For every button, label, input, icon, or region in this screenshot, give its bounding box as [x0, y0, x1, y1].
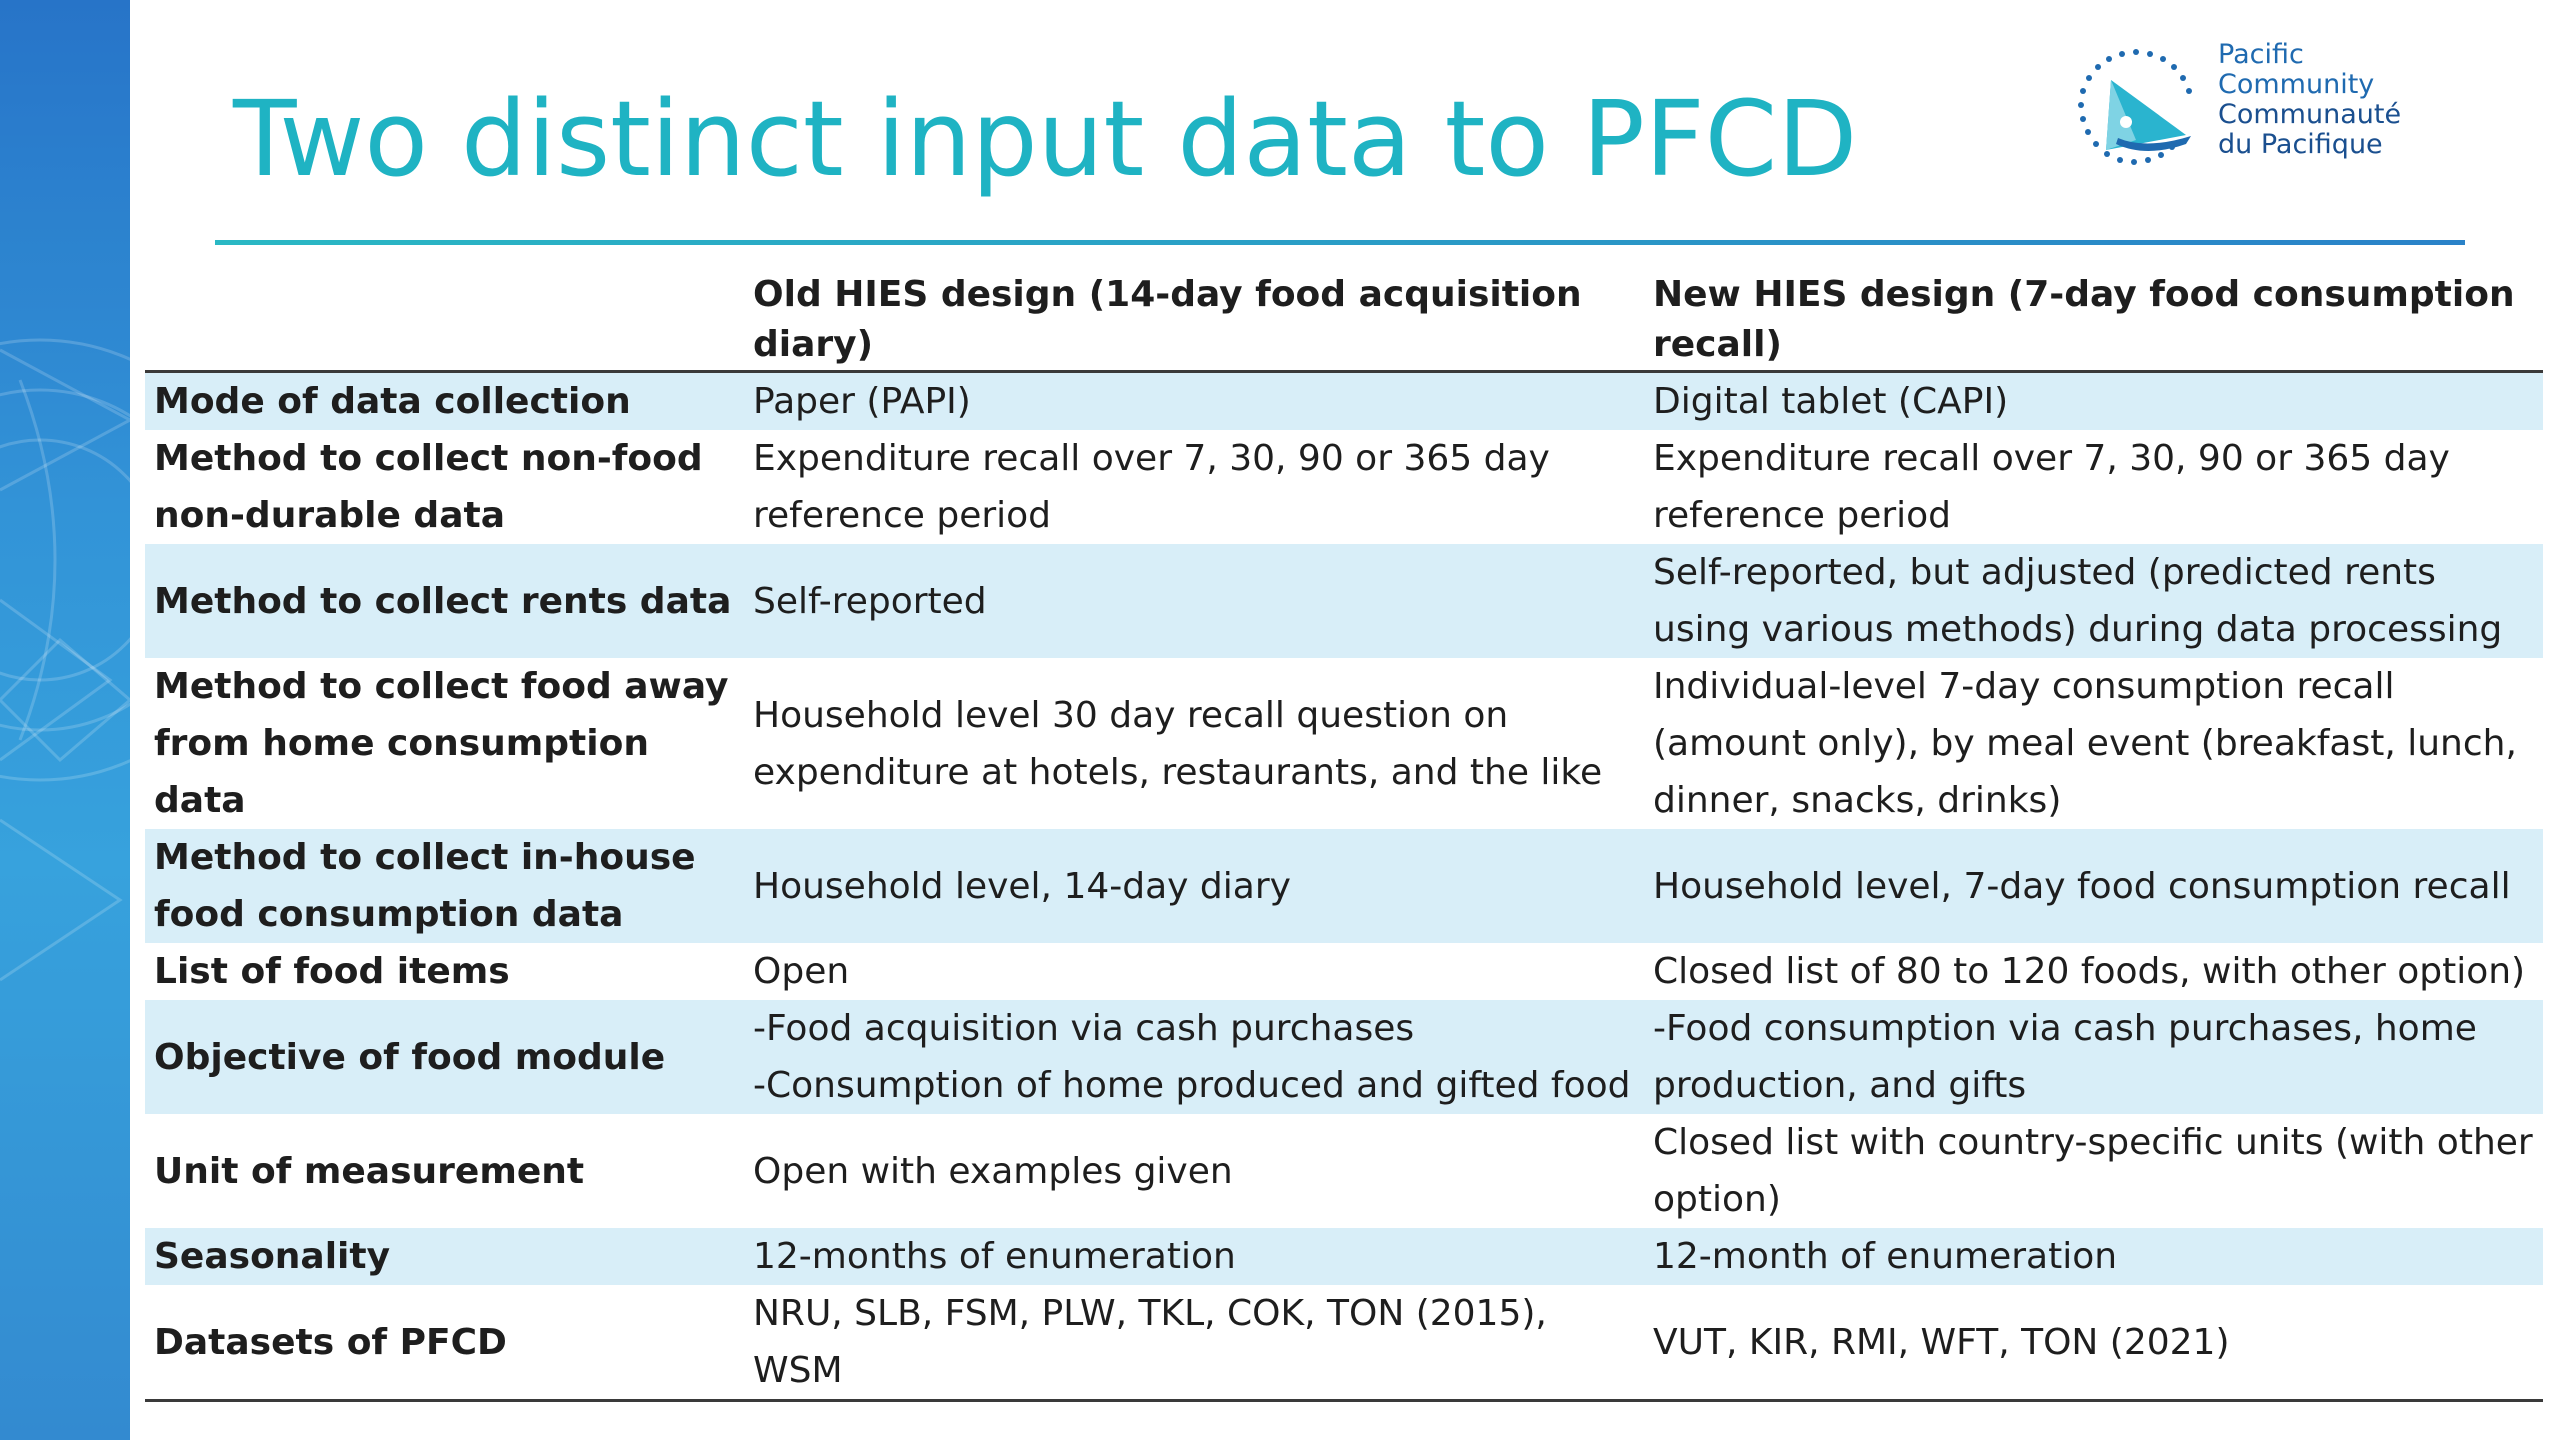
row-label: Method to collect non-food non-durable data	[154, 438, 703, 536]
row-new-design-value: Closed list with country-specific units (with other option)	[1653, 1122, 2533, 1220]
row-old-design-value: Self-reported	[753, 580, 987, 622]
row-old-design-value: Expenditure recall over 7, 30, 90 or 365 day reference period	[753, 438, 1550, 536]
logo-line-communaute: Communauté	[2218, 99, 2402, 130]
title-divider	[215, 240, 2465, 245]
row-new-design-value: Closed list of 80 to 120 foods, with other option)	[1653, 951, 2526, 992]
table-body	[145, 373, 2543, 1402]
row-old-design-value: Open	[753, 951, 850, 992]
table-row	[145, 1000, 2543, 1114]
row-new-design-value: Digital tablet (CAPI)	[1653, 381, 2009, 422]
row-old-design-value: -Food acquisition via cash purchases -Consumption of home produced and gifted food	[753, 1008, 1631, 1106]
table-row	[145, 943, 2543, 1000]
header-old-design: Old HIES design (14-day food acquisition diary)	[753, 274, 1582, 365]
row-old-design-value: NRU, SLB, FSM, PLW, TKL, COK, TON (2015), WSM	[753, 1293, 1547, 1391]
comparison-table	[145, 274, 2543, 1402]
table-row	[145, 1285, 2543, 1402]
logo-line-community: Community	[2218, 69, 2375, 100]
row-new-design-value: -Food consumption via cash purchases, home production, and gifts	[1653, 1008, 2477, 1106]
row-label: Method to collect rents data	[154, 580, 732, 622]
table-row	[145, 1228, 2543, 1285]
row-new-design-value: Self-reported, but adjusted (predicted rents using various methods) during data processing	[1653, 552, 2503, 650]
row-label: Mode of data collection	[154, 381, 631, 422]
row-label: List of food items	[154, 951, 510, 992]
row-new-design-value: Individual-level 7-day consumption recall (amount only), by meal event (breakfast, lunch, dinner, snacks, drinks)	[1653, 666, 2517, 821]
table-row	[145, 829, 2543, 943]
table-row	[145, 658, 2543, 829]
logo-text	[2218, 40, 2401, 160]
row-new-design-value: VUT, KIR, RMI, WFT, TON (2021)	[1653, 1321, 2230, 1363]
row-label: Seasonality	[154, 1236, 391, 1277]
decorative-side-band	[0, 0, 130, 1440]
side-band-pattern	[0, 0, 130, 1440]
pacific-community-logo	[2066, 40, 2446, 190]
row-old-design-value: Open with examples given	[753, 1150, 1233, 1192]
logo-line-du-pacifique: du Pacifique	[2218, 129, 2383, 160]
table-row	[145, 373, 2543, 430]
table-header-row	[145, 274, 2543, 373]
header-new-design: New HIES design (7-day food consumption recall)	[1653, 274, 2515, 365]
slide-title: Two distinct input data to PFCD	[233, 78, 1858, 200]
table-row	[145, 544, 2543, 658]
row-old-design-value: Paper (PAPI)	[753, 381, 971, 422]
row-new-design-value: 12-month of enumeration	[1653, 1236, 2118, 1277]
row-label: Datasets of PFCD	[154, 1321, 507, 1363]
logo-emblem-icon	[2066, 40, 2206, 180]
row-label: Objective of food module	[154, 1036, 666, 1078]
row-new-design-value: Household level, 7-day food consumption recall	[1653, 865, 2511, 907]
table-row	[145, 430, 2543, 544]
row-label: Unit of measurement	[154, 1150, 585, 1192]
row-old-design-value: Household level 30 day recall question on expenditure at hotels, restaurants, and the like	[753, 694, 1603, 793]
row-label: Method to collect in-house food consumption data	[154, 837, 696, 935]
logo-line-pacific: Pacific	[2218, 39, 2304, 70]
row-label: Method to collect food away from home consumption data	[154, 666, 729, 821]
row-new-design-value: Expenditure recall over 7, 30, 90 or 365 day reference period	[1653, 438, 2450, 536]
row-old-design-value: 12-months of enumeration	[753, 1236, 1236, 1277]
table-row	[145, 1114, 2543, 1228]
row-old-design-value: Household level, 14-day diary	[753, 865, 1291, 907]
